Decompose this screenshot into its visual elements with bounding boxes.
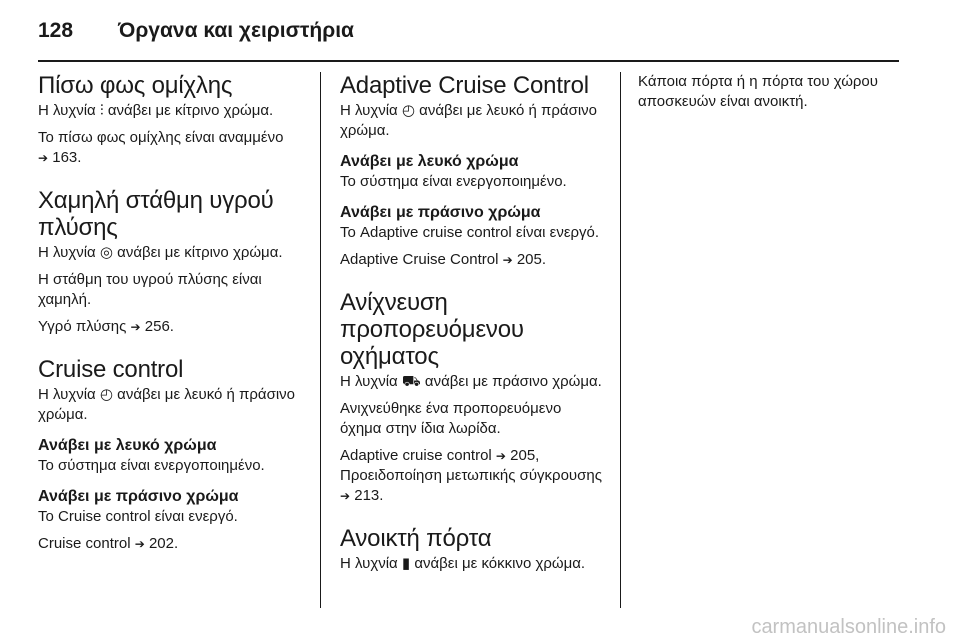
column-2 xyxy=(340,72,606,581)
text: Adaptive cruise control xyxy=(340,447,496,464)
section-title: Ανίχνευση προπορευόμενου οχήματος xyxy=(340,289,524,370)
text: Η λυχνία xyxy=(38,102,100,119)
paragraph xyxy=(340,554,606,574)
text: ανάβει με λευκό ή πράσινο χρώμα. xyxy=(340,102,598,139)
section-adaptive-cruise-control xyxy=(340,72,606,270)
page-number: 128 xyxy=(38,19,74,42)
page-reference-link[interactable]: 205. xyxy=(516,251,547,268)
washer-fluid-icon: ◎ xyxy=(99,244,113,261)
page-reference-link[interactable]: 256. xyxy=(144,318,174,335)
subsection-title: Ανάβει με πράσινο χρώμα xyxy=(340,204,541,221)
cruise-control-icon: ◴ xyxy=(401,102,415,119)
section-title: Cruise control xyxy=(38,356,184,383)
header-rule xyxy=(38,60,899,62)
cross-reference-arrow-icon: ➔ xyxy=(38,151,49,165)
text: ανάβει με πράσινο χρώμα. xyxy=(420,373,602,390)
paragraph xyxy=(38,128,304,168)
column-divider-2 xyxy=(620,72,621,608)
cross-reference-arrow-icon: ➔ xyxy=(502,253,513,267)
section-title: Χαμηλή στάθμη υγρού πλύσης xyxy=(38,187,274,241)
cruise-control-icon: ◴ xyxy=(99,386,113,403)
text: ανάβει με λευκό ή πράσινο χρώμα. xyxy=(38,386,296,423)
rear-fog-light-icon: ⫶ xyxy=(99,102,104,119)
page-reference-link[interactable]: 205, Προειδοποίηση μετωπικής σύγκρουσης xyxy=(340,447,602,484)
cross-reference-arrow-icon: ➔ xyxy=(130,320,141,334)
page-reference-link[interactable]: 202. xyxy=(148,535,179,552)
section-cruise-control xyxy=(38,356,304,554)
section-rear-fog-light xyxy=(38,72,304,168)
paragraph xyxy=(38,243,304,263)
page-reference-link[interactable]: 163. xyxy=(52,149,82,166)
section-vehicle-ahead-detected xyxy=(340,289,606,506)
subsection-title: Ανάβει με λευκό χρώμα xyxy=(38,437,217,454)
cross-reference-arrow-icon: ➔ xyxy=(340,489,351,503)
text: Η λυχνία xyxy=(38,244,100,261)
paragraph xyxy=(38,385,304,425)
cross-reference-arrow-icon: ➔ xyxy=(495,449,506,463)
text: Cruise control xyxy=(38,535,135,552)
paragraph xyxy=(38,534,304,554)
subsection-title: Ανάβει με λευκό χρώμα xyxy=(340,153,519,170)
text: Η λυχνία xyxy=(38,386,100,403)
page-reference-link[interactable]: 213. xyxy=(354,487,384,504)
text: Το πίσω φως ομίχλης είναι αναμμένο xyxy=(38,129,284,146)
column-1 xyxy=(38,72,304,561)
paragraph: Η στάθμη του υγρού πλύσης είναι χαμηλή. xyxy=(38,271,262,308)
section-low-washer-fluid xyxy=(38,187,304,337)
text: Η λυχνία xyxy=(340,555,402,572)
section-title: Πίσω φως ομίχλης xyxy=(38,72,233,99)
paragraph: Κάποια πόρτα ή η πόρτα του χώρου αποσκευών είναι ανοικτή. xyxy=(638,73,878,110)
door-open-icon: ▮ xyxy=(401,555,411,572)
paragraph xyxy=(340,446,606,506)
paragraph: Το Cruise control είναι ενεργό. xyxy=(38,508,238,525)
column-3 xyxy=(638,72,900,119)
section-title: Adaptive Cruise Control xyxy=(340,72,589,99)
text: Adaptive Cruise Control xyxy=(340,251,503,268)
text: ανάβει με κίτρινο χρώμα. xyxy=(103,102,274,119)
column-divider-1 xyxy=(320,72,321,608)
paragraph xyxy=(38,101,304,121)
paragraph xyxy=(340,250,606,270)
cross-reference-arrow-icon: ➔ xyxy=(134,537,145,551)
paragraph: Το σύστημα είναι ενεργοποιημένο. xyxy=(340,173,567,190)
text: Υγρό πλύσης xyxy=(38,318,131,335)
paragraph xyxy=(340,101,606,141)
watermark: carmanualsonline.info xyxy=(751,616,946,638)
paragraph xyxy=(38,317,304,337)
subsection-title: Ανάβει με πράσινο χρώμα xyxy=(38,488,239,505)
text: Η λυχνία xyxy=(340,373,402,390)
section-title: Ανοικτή πόρτα xyxy=(340,525,492,552)
paragraph xyxy=(340,372,606,392)
paragraph: Το σύστημα είναι ενεργοποιημένο. xyxy=(38,457,265,474)
text: Η λυχνία xyxy=(340,102,402,119)
chapter-title: Όργανα και χειριστήρια xyxy=(118,19,354,42)
section-door-open xyxy=(340,525,606,574)
paragraph: Το Adaptive cruise control είναι ενεργό. xyxy=(340,224,600,241)
vehicle-ahead-icon: ⛟ xyxy=(401,373,421,390)
text: ανάβει με κόκκινο χρώμα. xyxy=(410,555,586,572)
paragraph: Ανιχνεύθηκε ένα προπορευόμενο όχημα στην ίδια λωρίδα. xyxy=(340,400,562,437)
text: ανάβει με κίτρινο χρώμα. xyxy=(112,244,283,261)
